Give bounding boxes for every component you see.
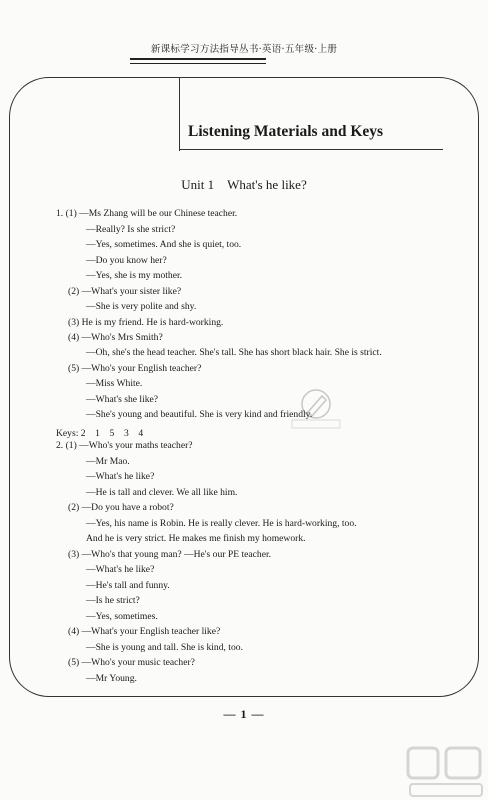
- text-line: (4) —Who's Mrs Smith?: [68, 332, 163, 343]
- text-line: —Miss White.: [86, 378, 143, 389]
- text-line: —Yes, she is my mother.: [86, 270, 183, 281]
- title-box-vertical-rule: [179, 77, 180, 151]
- text-line: —Yes, sometimes.: [86, 611, 158, 622]
- text-line: —Do you know her?: [86, 255, 167, 266]
- text-line: —What's she like?: [86, 394, 159, 405]
- text-line: —She is young and tall. She is kind, too.: [86, 642, 243, 653]
- header-rule-thick: [130, 58, 266, 60]
- text-line: —Mr Young.: [86, 673, 137, 684]
- text-line: (5) —Who's your music teacher?: [68, 657, 195, 668]
- text-line: —She is very polite and shy.: [86, 301, 197, 312]
- text-line: —What's he like?: [86, 564, 155, 575]
- text-line: (3) He is my friend. He is hard-working.: [68, 317, 224, 328]
- text-line: 2. (1) —Who's your maths teacher?: [56, 440, 193, 451]
- text-line: —Oh, she's the head teacher. She's tall. She has short black hair. She is strict.: [86, 347, 382, 358]
- text-line: —Really? Is she strict?: [86, 224, 176, 235]
- unit-title: Unit 1 What's he like?: [181, 177, 307, 192]
- page-number: — 1 —: [223, 707, 265, 721]
- text-line: —Yes, his name is Robin. He is really clever. He is hard-working, too.: [86, 518, 357, 529]
- text-line: —She's young and beautiful. She is very kind and friendly.: [86, 409, 313, 420]
- text-line: —Yes, sometimes. And she is quiet, too.: [86, 239, 242, 250]
- title-box-horizontal-rule: [179, 149, 443, 150]
- text-line: (2) —What's your sister like?: [68, 286, 182, 297]
- text-line: —He is tall and clever. We all like him.: [86, 487, 238, 498]
- series-header: 新课标学习方法指导丛书·英语·五年级·上册: [150, 44, 338, 55]
- pen-stamp-icon: [288, 386, 344, 430]
- section-title: Listening Materials and Keys: [188, 123, 384, 140]
- text-line: (4) —What's your English teacher like?: [68, 626, 221, 637]
- text-line: —Is he strict?: [86, 595, 140, 606]
- text-line: (5) —Who's your English teacher?: [68, 363, 202, 374]
- text-line: 1. (1) —Ms Zhang will be our Chinese teacher.: [56, 208, 238, 219]
- text-line: Keys: 2 1 5 3 4: [56, 428, 144, 439]
- text-line: (3) —Who's that young man? —He's our PE teacher.: [68, 549, 272, 560]
- text-line: And he is very strict. He makes me finish my homework.: [86, 533, 306, 544]
- header-rule-thin: [130, 63, 266, 64]
- watermark-logo: [402, 742, 488, 800]
- text-line: —Mr Mao.: [86, 456, 130, 467]
- page-frame: [9, 77, 479, 697]
- text-line: —What's he like?: [86, 471, 155, 482]
- text-line: (2) —Do you have a robot?: [68, 502, 174, 513]
- text-line: —He's tall and funny.: [86, 580, 170, 591]
